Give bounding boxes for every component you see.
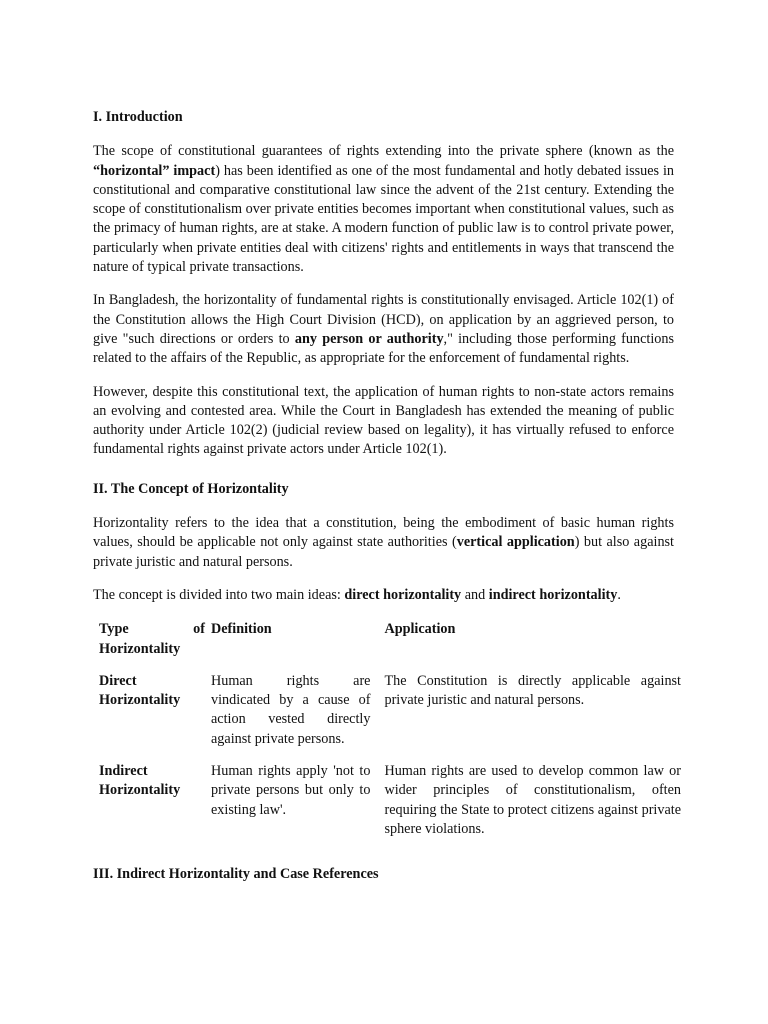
text-run: and bbox=[461, 586, 489, 603]
bold-term-direct: direct horizontality bbox=[344, 586, 462, 603]
paragraph-bangladesh bbox=[93, 291, 674, 368]
section-heading-concept: II. The Concept of Horizontality bbox=[93, 480, 289, 497]
cell-application: The Constitution is directly applicable against private juristic and natural persons. bbox=[384, 672, 681, 709]
section-heading-introduction: I. Introduction bbox=[93, 109, 183, 125]
bold-term-vertical-application: vertical application bbox=[456, 534, 575, 551]
header-of-word: of bbox=[193, 621, 205, 638]
header-application: Application bbox=[384, 621, 456, 638]
text-run: In Bangladesh, the horizontality of fundamental rights is constitutionally envisaged. Article 102(1) of the Constitution allows the High Court Division (HCD), on application by an aggrieved person, to give "such directions or orders to bbox=[93, 292, 674, 347]
bold-term-indirect: indirect horizontality bbox=[488, 586, 618, 603]
paragraph-two-ideas bbox=[93, 586, 674, 605]
header-type-word: Type bbox=[99, 621, 129, 638]
text-run: ," including those performing functions related to the affairs of the Republic, as appropriate for the enforcement of fundamental rights. bbox=[93, 330, 674, 367]
type-label: Indirect Horizontality bbox=[99, 763, 181, 799]
header-definition: Definition bbox=[211, 621, 272, 638]
table-row bbox=[93, 762, 681, 865]
text-run: The concept is divided into two main ideas: bbox=[93, 586, 345, 603]
text-run: ) has been identified as one of the most fundamental and hotly debated issues in constitutional and comparative constitutional law since the advent of the 21st century. Extending the scope of constitutionalism over private entities becomes important when constitutional values, such as the primacy of human rights, are at stake. A modern function of public law is to control private power, particularly when private entities deal with citizens' rights and entitlements in ways that transcend the nature of typical private transactions. bbox=[93, 162, 675, 276]
cell-definition: Human rights are vindicated by a cause of action vested directly against private persons. bbox=[211, 672, 371, 747]
text-run: . bbox=[617, 586, 621, 603]
text-run: ) but also against private juristic and natural persons. bbox=[93, 534, 674, 570]
table-header-row bbox=[93, 620, 681, 672]
cell-application: Human rights are used to develop common law or wider principles of constitutionalism, often requiring the State to protect citizens against private sphere violations. bbox=[384, 763, 681, 837]
bold-term-any-person: any person or authority bbox=[294, 330, 444, 347]
text-run: The scope of constitutional guarantees of rights extending into the private sphere (known as the bbox=[93, 143, 674, 160]
paragraph-however: However, despite this constitutional text, the application of human rights to non-state actors remains an evolving and contested area. While the Court in Bangladesh has extended the meaning of public authority under Article 102(2) (judicial review based on legality), it has virtually refused to enforce fundamental rights against private actors under Article 102(1). bbox=[93, 383, 674, 458]
bold-term-horizontal-impact: “horizontal” impact bbox=[93, 162, 216, 179]
cell-type bbox=[93, 762, 211, 865]
paragraph-horizontality-definition bbox=[93, 514, 674, 572]
text-run: Horizontality refers to the idea that a constitution, being the embodiment of basic human rights values, should be applicable not only against state authorities ( bbox=[93, 515, 674, 551]
section-heading-indirect-cases: III. Indirect Horizontality and Case References bbox=[93, 866, 379, 883]
header-horizontality-word: Horizontality bbox=[99, 640, 181, 657]
header-type bbox=[93, 620, 211, 672]
paragraph-scope bbox=[93, 142, 674, 277]
horizontality-table bbox=[93, 620, 681, 865]
cell-definition: Human rights apply 'not to private persons but only to existing law'. bbox=[211, 763, 371, 818]
cell-type bbox=[93, 672, 211, 762]
document-page bbox=[93, 108, 681, 885]
table-row bbox=[93, 672, 681, 762]
type-label: Direct Horizontality bbox=[99, 672, 181, 709]
